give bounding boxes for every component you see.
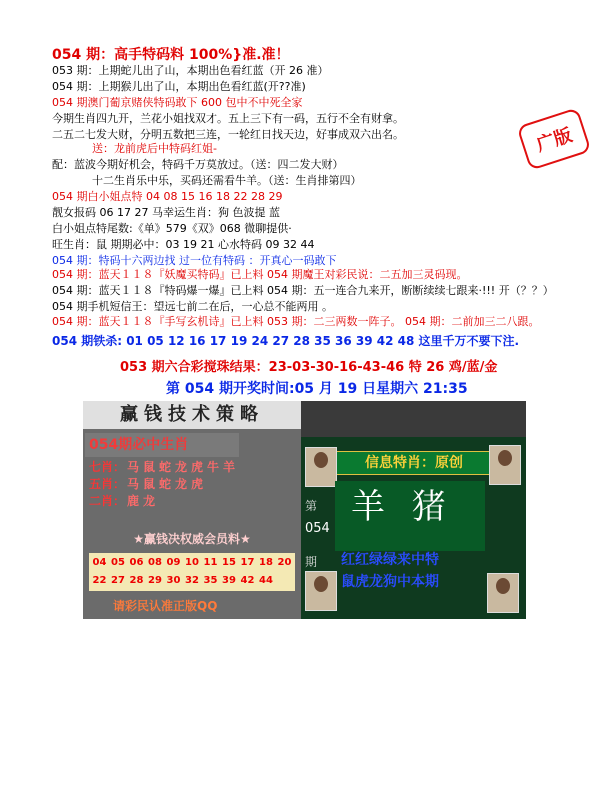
grid-number: 42 — [240, 575, 255, 586]
line-5: 二五二七发大财，分明五数把三连，一轮红日找天边，好事成双六出名。 — [52, 128, 404, 141]
stamp: 广版 — [516, 107, 591, 171]
line-3: 054 期澳门葡京赌侠特码敢下 600 包中不中死全家 — [52, 96, 303, 109]
line-8: 十二生肖乐中乐，买码还需看牛羊。（送：生肖排第四） — [92, 174, 362, 187]
line-11: 白小姐点特尾数:《单》579《双》068 微聊提供· — [52, 222, 292, 235]
line-16: 054 期手机短信王：望远七前二在后，一心总不能两用 。 — [52, 300, 333, 313]
poster — [83, 401, 526, 619]
slogan-line-1: 红红绿绿来中特 — [341, 552, 439, 568]
issue-number: 054 — [305, 521, 330, 536]
line-9: 054 期白小姐点特 04 08 15 16 18 22 28 29 — [52, 190, 283, 203]
row-key: 七肖： — [89, 460, 126, 474]
grid-number: 20 — [277, 557, 292, 568]
line-10: 靓女报码 06 17 27 马幸运生肖：狗 色波提 蓝 — [52, 206, 280, 219]
grid-number: 11 — [203, 557, 218, 568]
line-1: 053 期：上期蛇儿出了山，本期出色看红蓝（开 26 准） — [52, 64, 329, 77]
grid-number: 39 — [222, 575, 236, 586]
grid-number: 30 — [166, 575, 181, 586]
tiesha-line: 054 期铁杀: 01 05 12 16 17 19 24 27 28 35 36 39 42 48 这里千万不要下注. — [52, 334, 520, 348]
grid-number: 35 — [203, 575, 218, 586]
grid-number: 05 — [111, 557, 125, 568]
line-13: 054 期：特码十六两边找 过一位有特码 ：开真心一码敢下 — [52, 254, 337, 267]
portrait-icon — [487, 573, 519, 613]
grid-number: 28 — [129, 575, 144, 586]
row-value: 马鼠蛇龙虎 — [127, 477, 208, 491]
poster-banner: 信息特肖：原创 — [333, 451, 495, 475]
line-12: 旺生肖：鼠 期期必中：03 19 21 心水特码 09 32 44 — [52, 238, 315, 251]
grid-number: 06 — [129, 557, 144, 568]
slogan-line-2: 鼠虎龙狗中本期 — [341, 574, 439, 590]
line-6: 送：龙前虎后中特码红姐- — [92, 142, 217, 155]
grid-number: 17 — [240, 557, 255, 568]
row-value: 马鼠蛇龙虎牛羊 — [127, 460, 240, 474]
row-value: 鹿龙 — [127, 494, 160, 508]
poster-row — [89, 476, 299, 493]
grid-number: 29 — [148, 575, 162, 586]
line-4: 今期生肖四九开，兰花小姐找双才。五上三下有一码，五行不全有财拿。 — [52, 112, 404, 125]
portrait-icon — [305, 447, 337, 487]
grid-number: 08 — [148, 557, 162, 568]
grid-number: 18 — [259, 557, 273, 568]
poster-vip: ★赢钱决权威会员料★ — [133, 532, 251, 546]
grid-number: 10 — [185, 557, 199, 568]
grid-number: 04 — [92, 557, 107, 568]
line-15: 054 期：蓝天１１８『特码爆一爆』已上料 054 期：五一连合九来开，断断续续七跟来·!!! 开（？？） — [52, 284, 554, 297]
portrait-icon — [489, 445, 521, 485]
poster-row — [89, 493, 299, 510]
grid-number: 32 — [185, 575, 199, 586]
grid-number: 09 — [166, 557, 181, 568]
poster-right-header — [301, 401, 526, 437]
issue-suffix: 期 — [305, 555, 318, 569]
poster-rows — [89, 459, 299, 510]
row-key: 二肖： — [89, 494, 126, 508]
portrait-icon — [305, 571, 337, 611]
row-key: 五肖： — [89, 477, 126, 491]
poster-footer: 请彩民认准正版QQ — [113, 599, 218, 613]
poster-subtitle: 054期必中生肖 — [85, 433, 239, 457]
grid-number: 27 — [111, 575, 125, 586]
poster-row — [89, 459, 299, 476]
number-grid — [89, 553, 295, 591]
poster-right — [301, 401, 526, 619]
headline: 054 期：高手特码料 100%}准.准！ — [52, 47, 290, 63]
line-7: 配：蓝波今期好机会，特码千万莫放过。（送：四二发大财） — [52, 158, 344, 171]
grid-number: 44 — [259, 575, 273, 586]
line-17: 054 期：蓝天１１８『手写玄机诗』已上料 053 期：二三两数一阵子。 054 期：二前加三二八跟。 — [52, 315, 540, 328]
issue-label: 第 — [305, 499, 318, 513]
grid-number: 15 — [222, 557, 236, 568]
zodiac-text: 羊 猪 — [351, 487, 454, 527]
poster-title: 赢钱技术策略 — [83, 401, 301, 429]
line-2: 054 期：上期猴儿出了山，本期出色看红蓝(开??准) — [52, 80, 306, 93]
poster-left — [83, 401, 301, 619]
grid-number: 22 — [92, 575, 107, 586]
draw-time: 第 054 期开奖时间:05 月 19 日星期六 21:35 — [166, 381, 468, 397]
result-line: 053 期六合彩搅珠结果：23-03-30-16-43-46 特 26 鸡/蓝/金 — [120, 360, 498, 375]
line-14: 054 期：蓝天１１８『妖魔买特码』已上料 054 期魔王对彩民说：二五加三灵码现。 — [52, 268, 468, 281]
